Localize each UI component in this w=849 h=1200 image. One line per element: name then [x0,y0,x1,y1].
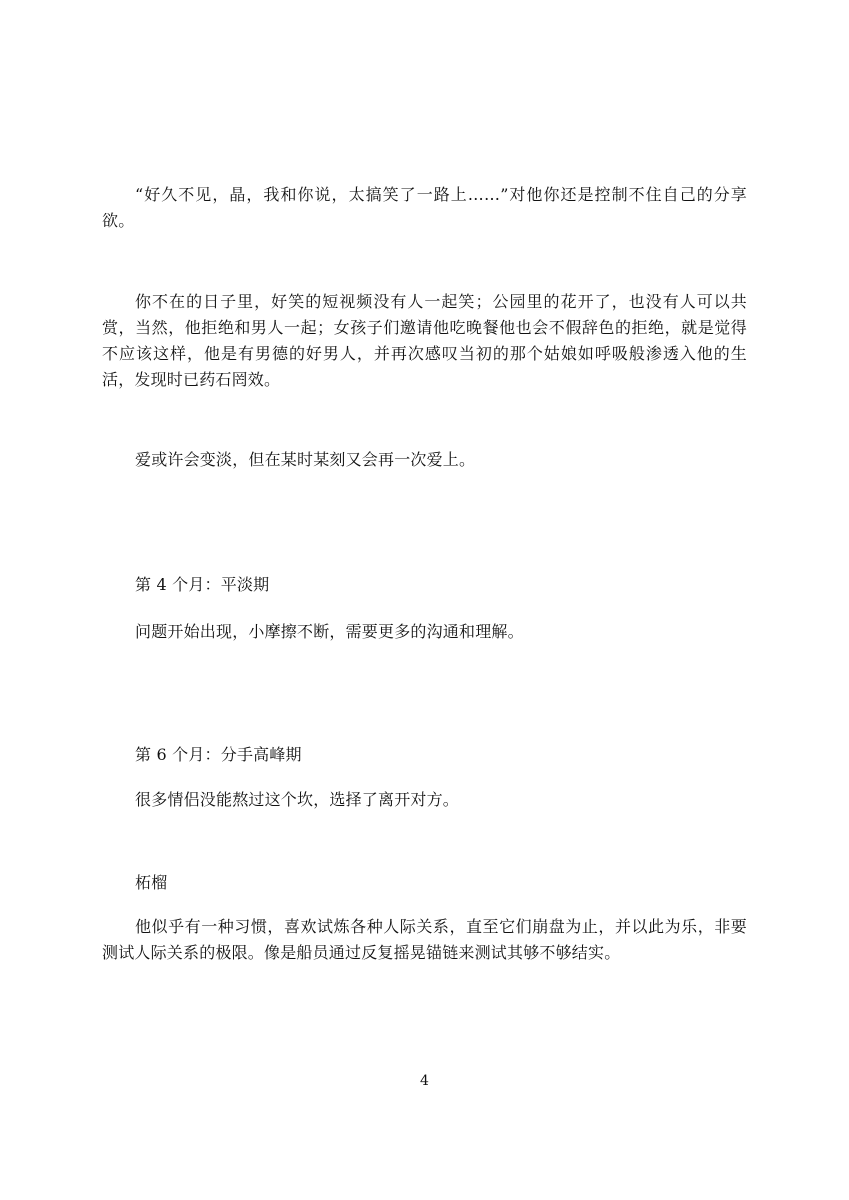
paragraph-month-6-breakup: 很多情侣没能熬过这个坎，选择了离开对方。 [135,790,460,809]
page-number: 4 [420,1073,429,1089]
paragraph-love-fades: 爱或许会变淡，但在某时某刻又会再一次爱上。 [135,450,476,469]
paragraph-testing-relationships: 他似乎有一种习惯，喜欢试炼各种人际关系，直至它们崩盘为止，并以此为乐，非要测试人际关系的极限。像是船员通过反复摇晃锚链来测试其够不够结实。 [102,917,747,962]
heading-month-4: 第 4 个月：平淡期 [135,575,270,594]
paragraph-share-desire: “好久不见，晶，我和你说，太搞笑了一路上……”对他你还是控制不住自己的分享欲。 [102,185,747,230]
heading-pomegranate: 柘榴 [135,873,168,892]
heading-month-6: 第 6 个月：分手高峰期 [135,745,302,764]
paragraph-month-4-problems: 问题开始出现，小摩擦不断，需要更多的沟通和理解。 [135,622,524,641]
paragraph-days-without-you: 你不在的日子里，好笑的短视频没有人一起笑；公园里的花开了，也没有人可以共赏，当然，他拒绝和男人一起；女孩子们邀请他吃晚餐他也会不假辞色的拒绝，就是觉得不应该这样，他是有男德的好男人，并再次感叹当初的那个姑娘如呼吸般渗透入他的生活，发现时已药石罔效。 [102,292,747,389]
